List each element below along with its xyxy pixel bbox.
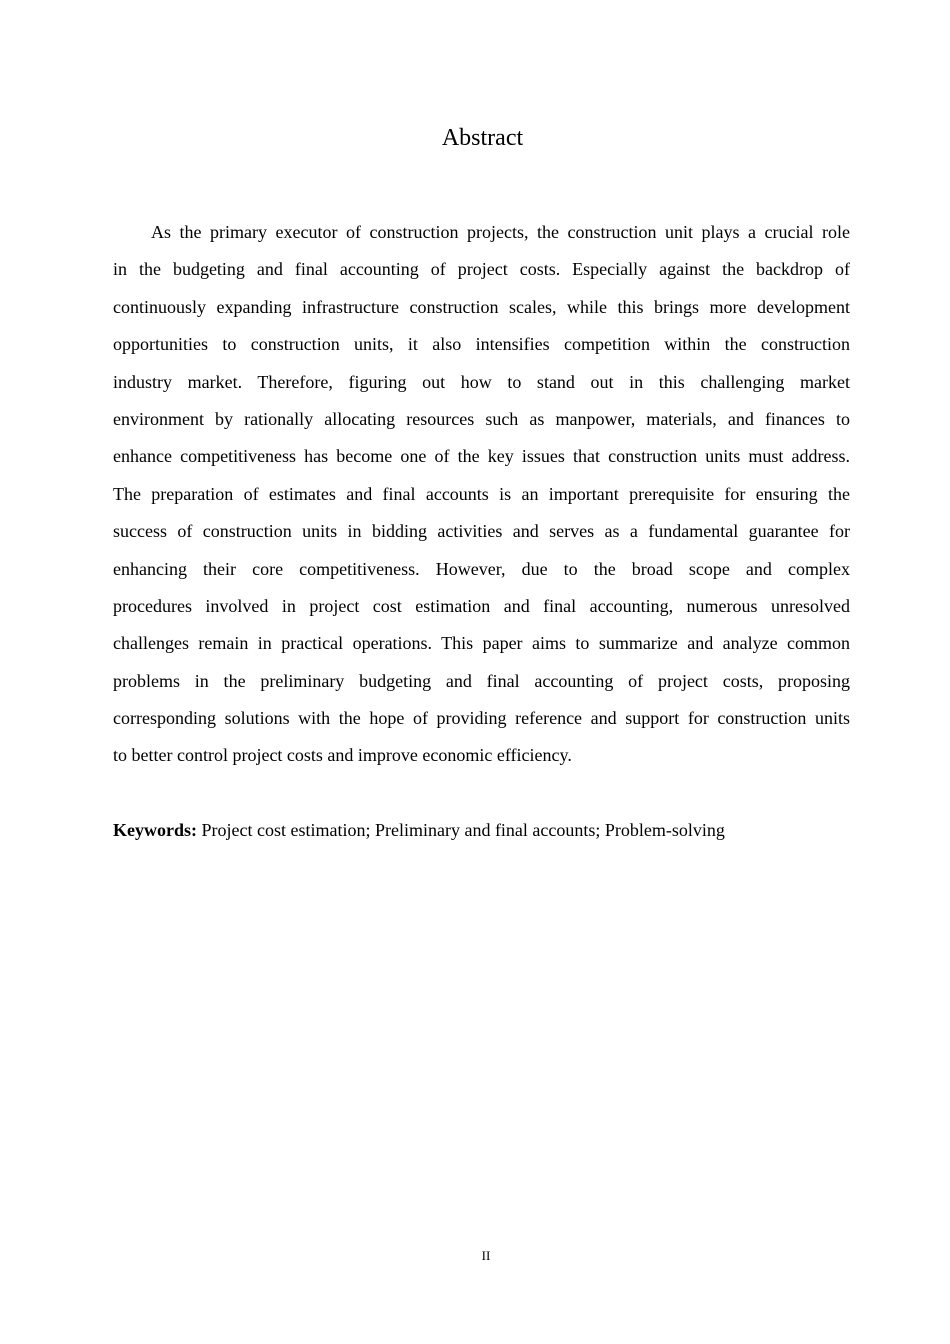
abstract-line: problems in the preliminary budgeting and final accounting of project costs, proposing <box>113 670 850 691</box>
abstract-line: corresponding solutions with the hope of providing reference and support for construction units <box>113 708 850 729</box>
abstract-line: enhance competitiveness has become one of the key issues that construction units must address. <box>113 446 850 467</box>
abstract-line: success of construction units in bidding activities and serves as a fundamental guarantee for <box>113 521 850 542</box>
abstract-line: to better control project costs and improve economic efficiency. <box>113 745 572 766</box>
abstract-body <box>113 219 850 780</box>
keywords-value: Project cost estimation; Preliminary and final accounts; Problem-solving <box>197 820 725 840</box>
abstract-line: challenges remain in practical operations. This paper aims to summarize and analyze common <box>113 633 850 654</box>
abstract-line: The preparation of estimates and final accounts is an important prerequisite for ensuring the <box>113 483 850 504</box>
abstract-line: procedures involved in project cost estimation and final accounting, numerous unresolved <box>113 595 850 616</box>
abstract-line: opportunities to construction units, it also intensifies competition within the construction <box>113 334 850 355</box>
page-title: Abstract <box>441 125 524 151</box>
abstract-line: enhancing their core competitiveness. However, due to the broad scope and complex <box>113 558 850 579</box>
keywords-label: Keywords: <box>113 820 197 840</box>
abstract-line: environment by rationally allocating resources such as manpower, materials, and finances to <box>113 408 850 429</box>
abstract-line: in the budgeting and final accounting of project costs. Especially against the backdrop of <box>113 259 850 280</box>
abstract-line: As the primary executor of construction projects, the construction unit plays a crucial role <box>151 222 850 242</box>
abstract-line: industry market. Therefore, figuring out how to stand out in this challenging market <box>113 371 850 392</box>
page-number: II <box>481 1248 491 1263</box>
abstract-line: continuously expanding infrastructure construction scales, while this brings more development <box>113 296 850 317</box>
keywords <box>113 817 725 843</box>
